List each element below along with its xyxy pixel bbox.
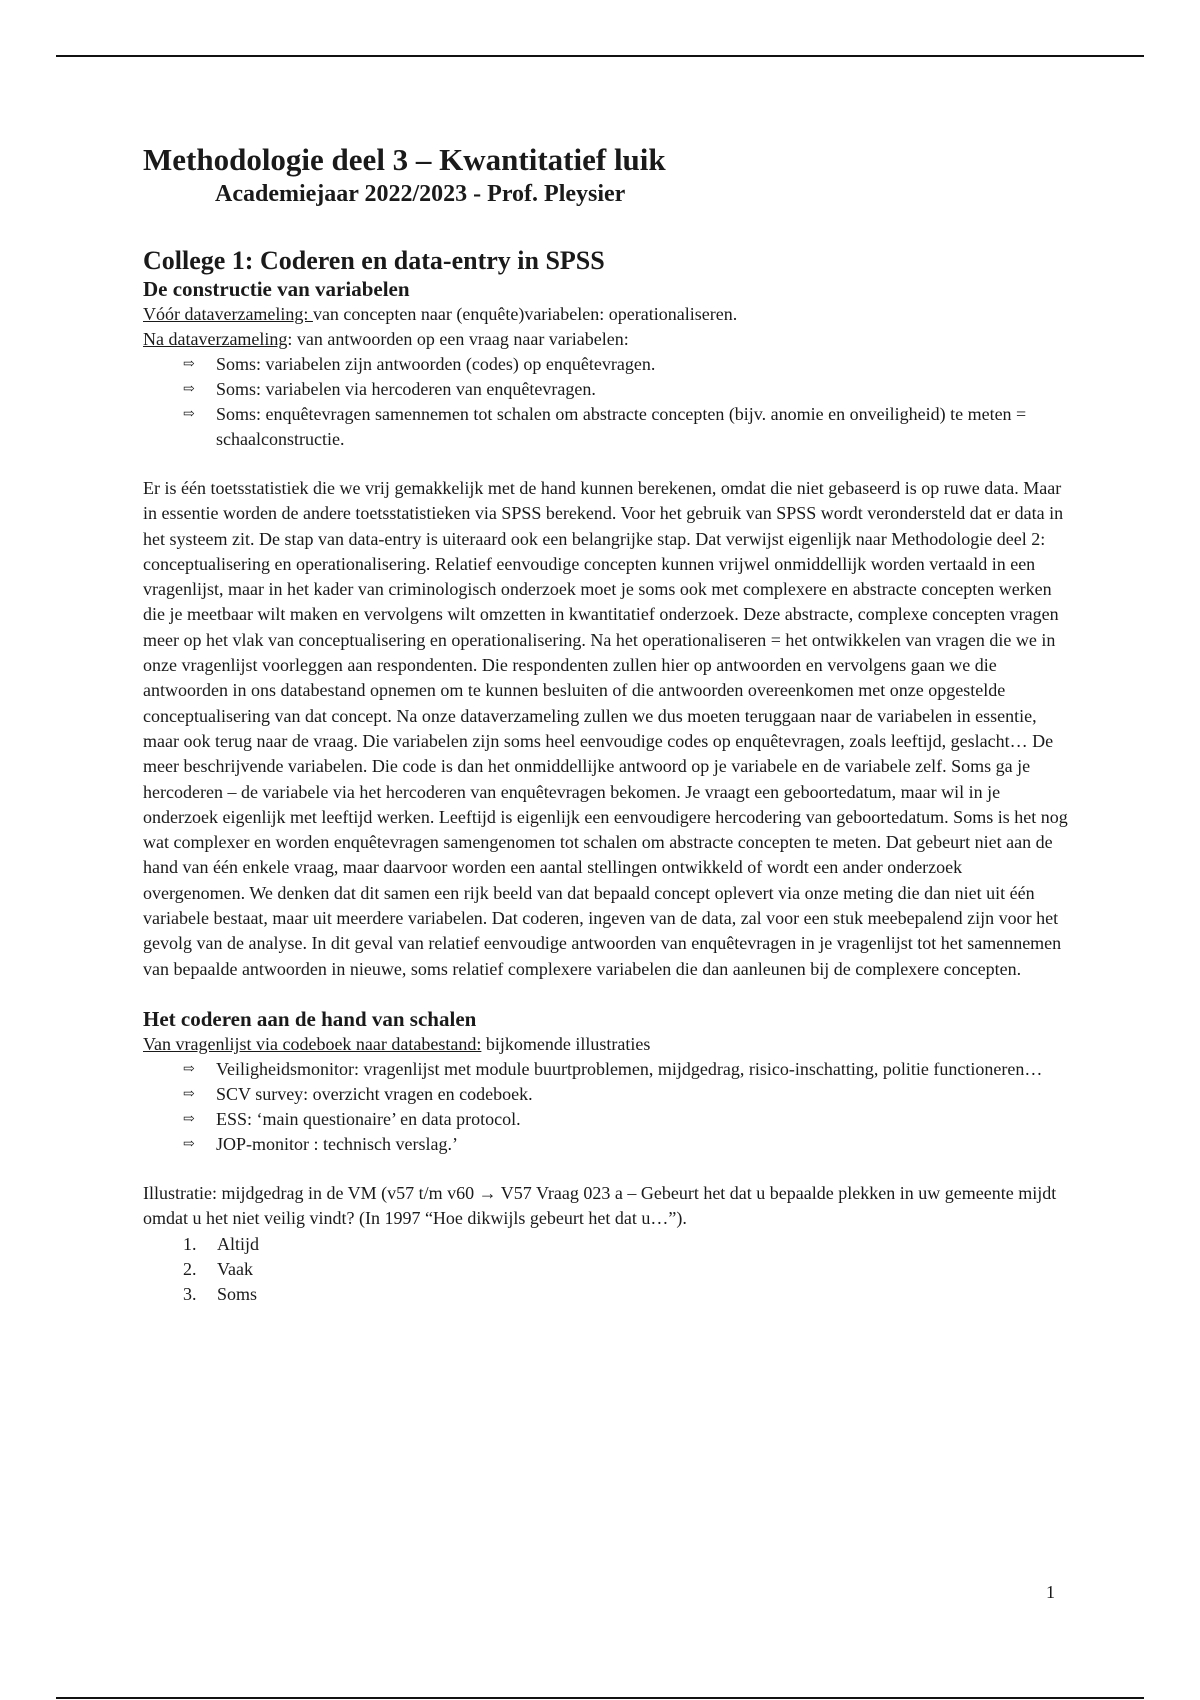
answer-option (183, 1257, 1068, 1282)
option-number: 3. (183, 1283, 197, 1304)
list-item-text: Veiligheidsmonitor: vragenlijst met module buurtproblemen, mijdgedrag, risico-inschatting, politie functioneren… (216, 1058, 1043, 1079)
label-na-dataverzameling: Na dataverzameling (143, 329, 288, 349)
option-label: Vaak (217, 1258, 253, 1279)
document-title: Methodologie deel 3 – Kwantitatief luik (143, 142, 666, 177)
college-title: College 1: Coderen en data-entry in SPSS (143, 246, 605, 275)
line-van-vragenlijst (143, 1032, 1068, 1057)
list-item (183, 1057, 1068, 1082)
answer-option (183, 1232, 1068, 1257)
list-item (183, 352, 1068, 377)
arrow-right-icon: ⇨ (183, 382, 195, 397)
answer-options-list (143, 1232, 1068, 1307)
text-voor-dataverzameling: van concepten naar (enquête)variabelen: operationaliseren. (312, 304, 738, 324)
section-heading-schalen: Het coderen aan de hand van schalen (143, 1006, 477, 1031)
line-na-dataverzameling (143, 327, 1068, 352)
arrow-right-icon: ⇨ (183, 1136, 195, 1152)
bullet-list-illustraties (143, 1057, 1068, 1157)
option-label: Altijd (217, 1233, 260, 1254)
list-item-text: SCV survey: overzicht vragen en codeboek. (216, 1083, 533, 1104)
list-item (183, 377, 1068, 402)
document-subtitle: Academiejaar 2022/2023 - Prof. Pleysier (215, 181, 626, 207)
option-label: Soms (217, 1283, 258, 1304)
option-number: 2. (183, 1258, 197, 1279)
label-voor-dataverzameling: Vóór dataverzameling: (143, 304, 313, 324)
list-item (183, 1107, 1068, 1132)
line-voor-dataverzameling (143, 302, 1068, 327)
option-number: 1. (183, 1233, 197, 1254)
list-item-text: ESS: ‘main questionaire’ en data protocol. (216, 1108, 521, 1129)
page-number: 1 (1046, 1582, 1055, 1602)
arrow-right-icon: ⇨ (183, 357, 195, 372)
top-rule (56, 55, 1144, 57)
section-heading-constructie: De constructie van variabelen (143, 277, 410, 301)
arrow-right-icon: ⇨ (183, 407, 195, 422)
page-content (143, 142, 1068, 1307)
answer-option (183, 1282, 1068, 1307)
bullet-list-variabelen (143, 352, 1068, 452)
text-na-dataverzameling: : van antwoorden op een vraag naar variabelen: (287, 329, 629, 349)
list-item (183, 1082, 1068, 1107)
list-item (183, 402, 1068, 452)
arrow-right-icon: ⇨ (183, 1061, 195, 1077)
list-item-text: Soms: variabelen zijn antwoorden (codes) op enquêtevragen. (216, 354, 656, 374)
illustration-paragraph: Illustratie: mijdgedrag in de VM (v57 t/m v60 → V57 Vraag 023 a – Gebeurt het dat u bepaalde plekken in uw gemeente mijdt omdat u het niet veilig vindt? (In 1997 “Hoe dikwijls gebeurt het dat u…”). (143, 1182, 1057, 1229)
text-van-vragenlijst: bijkomende illustraties (481, 1033, 651, 1054)
body-paragraph: Er is één toetsstatistiek die we vrij gemakkelijk met de hand kunnen berekenen, omdat die niet gebaseerd is op ruwe data. Maar in essentie worden de andere toetsstatistieken via SPSS berekend. Voor het gebruik van SPSS wordt verondersteld dat er data in het systeem zit. De stap van data-entry is uiteraard ook een belangrijke stap. Dat verwijst eigenlijk naar Methodologie deel 2: conceptualisering en operationalisering. Relatief eenvoudige concepten kunnen vrijwel onmiddellijk worden vertaald in een vragenlijst, maar in het kader van criminologisch onderzoek moet je soms ook met complexere en abstracte concepten werken die je meetbaar wilt maken en vervolgens wilt omzetten in kwantitatief onderzoek. Deze abstracte, complexe concepten vragen meer op het vlak van conceptualisering en operationalisering. Na het operationaliseren = het ontwikkelen van vragen die we in onze vragenlijst voorleggen aan respondenten. Die respondenten zullen hier op antwoorden en vervolgens gaan we die antwoorden in ons databestand opnemen om te kunnen besluiten of die antwoorden overeenkomen met onze opgestelde conceptualisering van dat concept. Na onze dataverzameling zullen we dus moeten teruggaan naar de variabelen in essentie, maar ook terug naar de vraag. Die variabelen zijn soms heel eenvoudige codes op enquêtevragen, zoals leeftijd, geslacht… De meer beschrijvende variabelen. Die code is dan het onmiddellijke antwoord op je variabele en de variabele zelf. Soms ga je hercoderen – de variabele via het hercoderen van enquêtevragen bekomen. Je vraagt een geboortedatum, maar wil in je onderzoek eigenlijk met leeftijd werken. Leeftijd is eigenlijk een eenvoudigere hercodering van geboortedatum. Soms is het nog wat complexer en worden enquêtevragen samengenomen tot schalen om abstracte concepten te meten. Dat gebeurt niet aan de hand van één enkele vraag, maar daarvoor worden een aantal stellingen ontwikkeld of wordt een ander onderzoek overgenomen. We denken dat dit samen een rijk beeld van dat bepaald concept oplevert via onze meting die dan niet uit één variabele bestaat, maar uit meerdere variabelen. Dat coderen, ingeven van de data, zal voor een stuk meebepalend zijn voor het gevolg van de analyse. In dit geval van relatief eenvoudige antwoorden van enquêtevragen in je vragenlijst tot het samennemen van bepaalde antwoorden in nieuwe, soms relatief complexere variabelen die dan aanleunen bij de complexere concepten. (143, 478, 1068, 979)
list-item (183, 1132, 1068, 1157)
list-item-text: JOP-monitor : technisch verslag.’ (216, 1133, 458, 1154)
label-van-vragenlijst: Van vragenlijst via codeboek naar databestand: (143, 1033, 482, 1054)
list-item-text: Soms: variabelen via hercoderen van enquêtevragen. (216, 379, 596, 399)
list-item-text: Soms: enquêtevragen samennemen tot schalen om abstracte concepten (bijv. anomie en onveiligheid) te meten = schaalconstructie. (216, 404, 1027, 449)
arrow-right-icon: ⇨ (183, 1086, 195, 1102)
arrow-right-icon: ⇨ (183, 1111, 195, 1127)
bottom-rule (56, 1697, 1144, 1699)
